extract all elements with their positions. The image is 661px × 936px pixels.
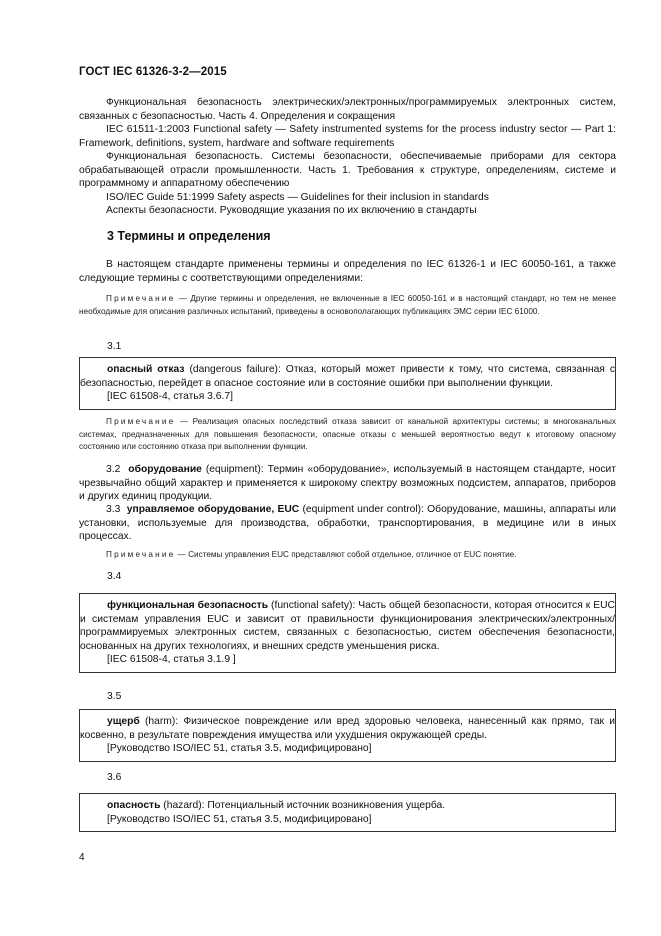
term-number: 3.5 [107, 691, 122, 702]
term-box-3-1 [79, 357, 616, 410]
term-english: (equipment under control) [299, 504, 422, 515]
term-english: (harm) [139, 716, 176, 727]
note-1 [79, 293, 616, 318]
note-3 [79, 549, 616, 562]
term-definition [80, 799, 615, 813]
note-label: Примечание [106, 417, 176, 426]
term-def-text: : Оборудование, машины, аппараты или установки, используемые для производства, обработки, транспортирования, в медицине или в иных процессах. [79, 504, 616, 542]
document-header: ГОСТ IEC 61326-3-2—2015 [79, 66, 227, 78]
term-box-3-6 [79, 793, 616, 832]
term-definition [80, 715, 615, 742]
note-label: Примечание [106, 550, 176, 559]
note-text: — Реализация опасных последствий отказа зависит от канальной архитектуры системы; в многоканальных системах, предназначенных для повышения безопасности, опасные отказы с меньшей вероятностью ведут к итоговому опасному состоянию или состоянию отказа при выполнении функции. [79, 417, 616, 451]
term-def-text: : Часть общей безопасности, которая относится к EUC и системам управления EUC и зависит от правильности функционирования электрических/электронных/программируемых электронных систем, связанных с безопасностью, систем обеспечения безопасности, основанных на других технологиях, и внешних средств уменьшения риска. [80, 600, 615, 652]
section-title: 3 Термины и определения [107, 229, 271, 243]
term-3-2 [79, 463, 616, 504]
note-text: — Другие термины и определения, не включенные в IEC 60050-161 и в настоящий стандарт, но тем не менее необходимые для описания различных испытаний, приведены в основополагающих публикациях ЭМС серии IEC 61000. [79, 294, 617, 316]
term-name: опасный отказ [107, 364, 185, 375]
term-source: [Руководство ISO/IEC 51, статья 3.5, модифицировано] [107, 813, 372, 825]
reference-text: Функциональная безопасность электрических/электронных/программируемых электронных систем, связанных с безопасностью. Часть 4. Определения и сокращения [79, 97, 616, 122]
term-number: 3.4 [107, 571, 122, 582]
term-definition [80, 599, 615, 653]
term-english: (hazard) [160, 800, 202, 811]
reference-text: Функциональная безопасность. Системы безопасности, обеспечиваемые приборами для сектора обрабатывающей отрасли промышленности. Часть 1. Требования к структуре, определениям, системе и программному и аппаратному обеспечению [79, 151, 616, 189]
page-number: 4 [79, 852, 85, 863]
term-name: управляемое оборудование, EUC [126, 504, 300, 515]
reference-text: ISO/IEC Guide 51:1999 Safety aspects — Guidelines for their inclusion in standards [106, 191, 489, 203]
term-def-text: : Потенциальный источник возникновения ущерба. [201, 800, 446, 811]
note-text: — Системы управления EUC представляют собой отдельное, отличное от EUC понятие. [177, 550, 517, 559]
term-definition [80, 363, 615, 390]
term-def-text: : Отказ, который может привести к тому, что система, связанная с безопасностью, перейдет в опасное состояние или в состояние ошибки при выполнении функции. [80, 364, 615, 389]
note-label: Примечание [106, 294, 176, 303]
note-2 [79, 416, 616, 454]
term-name: оборудование [128, 464, 202, 475]
term-box-3-5 [79, 709, 616, 762]
reference-text: Аспекты безопасности. Руководящие указания по их включению в стандарты [106, 205, 477, 216]
term-name: функциональная безопасность [107, 600, 269, 611]
term-name: ущерб [107, 716, 140, 727]
term-source: [Руководство ISO/IEC 51, статья 3.5, модифицировано] [107, 743, 372, 754]
normative-references [79, 96, 616, 218]
term-english: (equipment) [201, 464, 261, 475]
term-number: 3.1 [107, 341, 122, 352]
term-number: 3.3 [106, 504, 121, 515]
term-name: опасность [107, 800, 161, 811]
term-number: 3.6 [107, 772, 122, 783]
term-source: [IEC 61508-4, статья 3.6.7] [107, 391, 233, 402]
term-source: [IEC 61508-4, статья 3.1.9 ] [107, 654, 236, 665]
term-def-text: : Термин «оборудование», используемый в настоящем стандарте, носит чрезвычайно общий характер и применяется к широкому спектру возможных подсистем, аппаратов, приборов и других единиц продукции. [79, 464, 616, 502]
section-intro: В настоящем стандарте применены термины и определения по IEC 61326-1 и IEC 60050-161, а также следующие термины с соответствующими определениями: [79, 259, 616, 284]
reference-text: IEC 61511-1:2003 Functional safety — Safety instrumented systems for the process industry sector — Part 1: Framework, definitions, system, hardware and software requirements [79, 124, 616, 149]
term-english: (dangerous failure) [184, 364, 278, 375]
term-def-text: : Физическое повреждение или вред здоровью человека, нанесенный как прямо, так и косвенно, в результате повреждения имущества или ухудшения окружающей среды. [80, 716, 615, 741]
term-box-3-4 [79, 593, 616, 673]
term-english: (functional safety) [268, 600, 353, 611]
term-number: 3.2 [106, 464, 121, 475]
term-3-3 [79, 503, 616, 544]
